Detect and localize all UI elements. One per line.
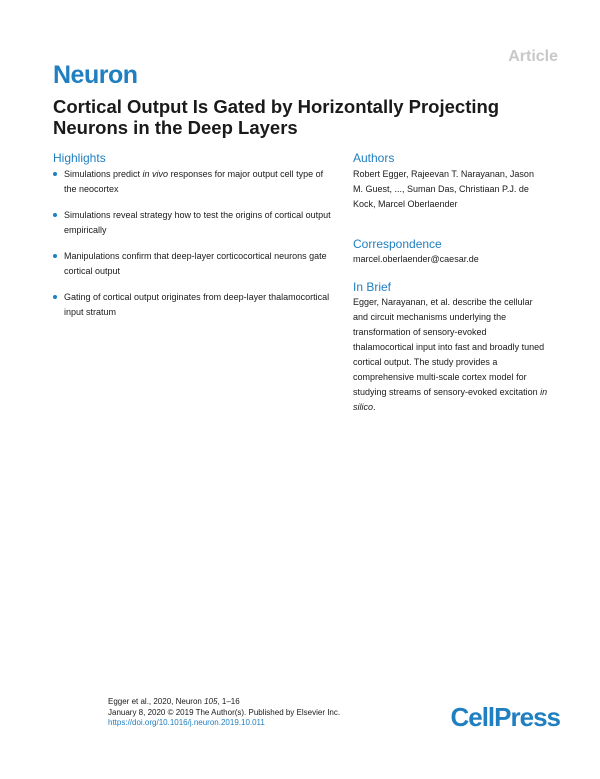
bullet-icon <box>53 254 57 258</box>
in-brief-text: Egger, Narayanan, et al. describe the cellular and circuit mechanisms underlying the transformation of sensory-evoked thalamocortical input into fast and broadly tuned cortical output. The study provides a comprehensive multi-scale cortex model for studying streams of sensory-evoked excitation in silico. <box>353 297 548 412</box>
publication-date-line: January 8, 2020 © 2019 The Author(s). Published by Elsevier Inc. <box>108 707 341 717</box>
highlight-item: Simulations predict in vivo responses for major output cell type of the neocortex <box>53 167 338 197</box>
citation-footer <box>108 697 340 729</box>
article-title: Cortical Output Is Gated by Horizontally Projecting Neurons in the Deep Layers <box>53 96 500 138</box>
highlights-heading: Highlights <box>53 151 106 165</box>
correspondence-heading: Correspondence <box>353 237 442 251</box>
correspondence-email[interactable]: marcel.oberlaender@caesar.de <box>353 254 479 264</box>
highlights-section <box>53 167 338 331</box>
highlight-item: Gating of cortical output originates from deep-layer thalamocortical input stratum <box>53 290 338 320</box>
highlight-item: Simulations reveal strategy how to test the origins of cortical output empirically <box>53 208 338 238</box>
doi-link[interactable]: https://doi.org/10.1016/j.neuron.2019.10.011 <box>108 718 265 727</box>
in-brief-heading: In Brief <box>353 280 392 294</box>
bullet-icon <box>53 295 57 299</box>
article-type-label: Article <box>508 48 558 65</box>
highlights-list <box>53 167 338 320</box>
journal-name: Neuron <box>53 61 138 89</box>
bullet-icon <box>53 213 57 217</box>
authors-list: Robert Egger, Rajeevan T. Narayanan, Jason M. Guest, ..., Suman Das, Christiaan P.J. de Kock, Marcel Oberlaender <box>353 169 534 209</box>
cellpress-logo: CellPress <box>450 702 560 732</box>
bullet-icon <box>53 172 57 176</box>
highlight-item: Manipulations confirm that deep-layer corticocortical neurons gate cortical output <box>53 249 338 279</box>
authors-heading: Authors <box>353 151 395 165</box>
citation-line: Egger et al., 2020, Neuron 105, 1–16 <box>108 697 240 706</box>
